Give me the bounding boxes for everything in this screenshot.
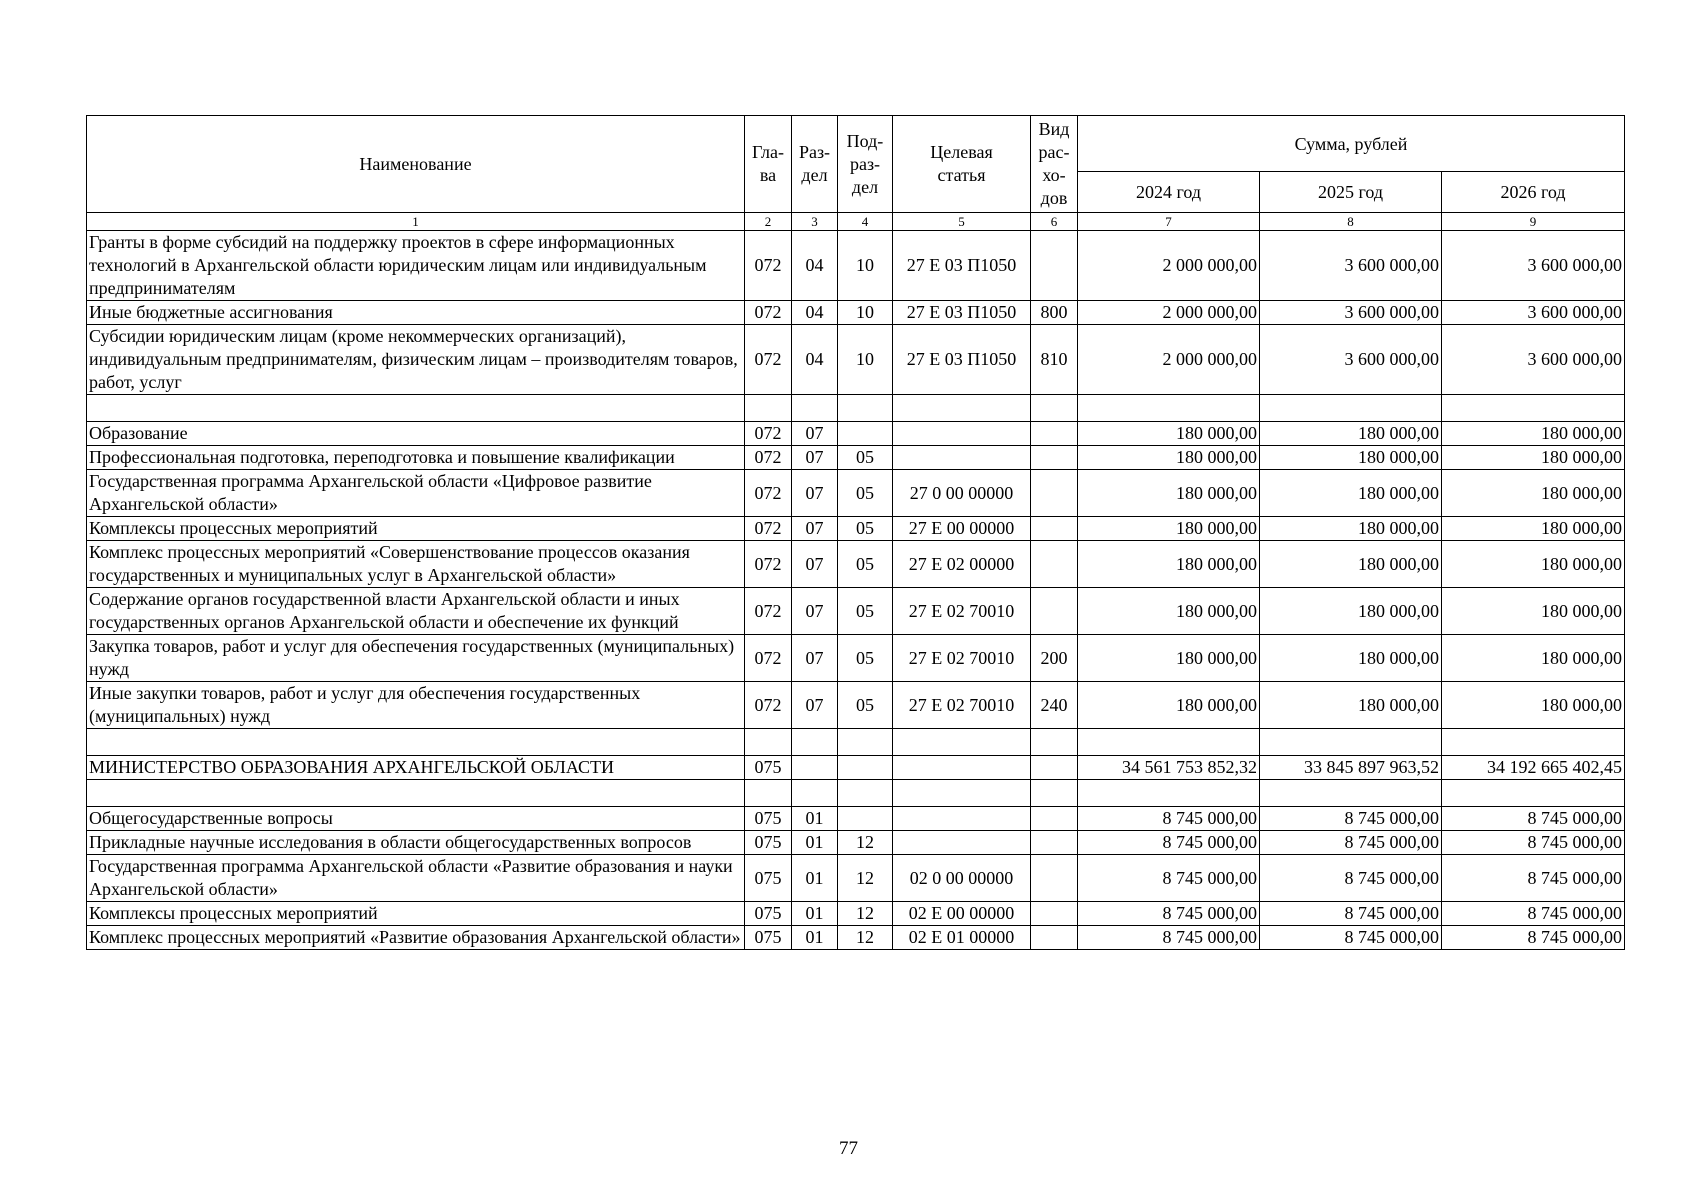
- row-sum-2025: 180 000,00: [1260, 635, 1442, 682]
- row-sum-2026: 8 745 000,00: [1442, 807, 1625, 831]
- table-body: [87, 231, 1625, 950]
- row-expense-type: [1031, 926, 1078, 950]
- row-name: Иные бюджетные ассигнования: [87, 301, 745, 325]
- column-number: 6: [1031, 213, 1078, 231]
- header-year-2024: 2024 год: [1078, 172, 1260, 213]
- row-sum-2026: [1442, 780, 1625, 807]
- row-sum-2026: 3 600 000,00: [1442, 301, 1625, 325]
- header-year-2025: 2025 год: [1260, 172, 1442, 213]
- table-row: [87, 325, 1625, 395]
- row-target-article: [893, 807, 1031, 831]
- row-sum-2025: 8 745 000,00: [1260, 831, 1442, 855]
- row-name: Содержание органов государственной власти Архангельской области и иных государственных органов Архангельской области и обеспечение их функций: [87, 588, 745, 635]
- row-sum-2026: 180 000,00: [1442, 588, 1625, 635]
- row-sum-2024: 180 000,00: [1078, 517, 1260, 541]
- table-row: [87, 831, 1625, 855]
- row-sum-2026: 180 000,00: [1442, 517, 1625, 541]
- row-chapter: [745, 729, 792, 756]
- column-number: 4: [838, 213, 893, 231]
- row-name: Иные закупки товаров, работ и услуг для обеспечения государственных (муниципальных) нужд: [87, 682, 745, 729]
- row-name: [87, 729, 745, 756]
- row-sum-2024: 2 000 000,00: [1078, 301, 1260, 325]
- row-expense-type: [1031, 729, 1078, 756]
- row-sum-2024: [1078, 395, 1260, 422]
- row-chapter: 072: [745, 517, 792, 541]
- row-sum-2025: 3 600 000,00: [1260, 301, 1442, 325]
- table-row: [87, 756, 1625, 780]
- row-name: МИНИСТЕРСТВО ОБРАЗОВАНИЯ АРХАНГЕЛЬСКОЙ ОБЛАСТИ: [87, 756, 745, 780]
- row-section: 01: [792, 926, 838, 950]
- row-target-article: [893, 831, 1031, 855]
- row-section: 07: [792, 588, 838, 635]
- empty-row: [87, 780, 1625, 807]
- row-section: 07: [792, 422, 838, 446]
- table-row: [87, 682, 1625, 729]
- row-name: Общегосударственные вопросы: [87, 807, 745, 831]
- table-row: [87, 231, 1625, 301]
- row-sum-2024: 180 000,00: [1078, 635, 1260, 682]
- table-row: [87, 635, 1625, 682]
- row-sum-2025: [1260, 780, 1442, 807]
- row-subsection: 10: [838, 231, 893, 301]
- row-subsection: 05: [838, 635, 893, 682]
- table-row: [87, 588, 1625, 635]
- row-sum-2026: 180 000,00: [1442, 635, 1625, 682]
- row-sum-2026: 34 192 665 402,45: [1442, 756, 1625, 780]
- row-expense-type: 800: [1031, 301, 1078, 325]
- row-subsection: 10: [838, 325, 893, 395]
- row-sum-2024: 180 000,00: [1078, 446, 1260, 470]
- row-section: [792, 395, 838, 422]
- column-numbers-row: [87, 213, 1625, 231]
- row-chapter: 072: [745, 422, 792, 446]
- row-chapter: 075: [745, 756, 792, 780]
- column-number: 3: [792, 213, 838, 231]
- row-subsection: 05: [838, 470, 893, 517]
- row-expense-type: [1031, 588, 1078, 635]
- table-row: [87, 422, 1625, 446]
- row-name: Гранты в форме субсидий на поддержку проектов в сфере информационных технологий в Архангельской области юридическим лицам или индивидуальным предпринимателям: [87, 231, 745, 301]
- row-sum-2024: 8 745 000,00: [1078, 926, 1260, 950]
- row-target-article: [893, 422, 1031, 446]
- row-subsection: 10: [838, 301, 893, 325]
- row-chapter: 072: [745, 588, 792, 635]
- row-section: 04: [792, 231, 838, 301]
- row-name: Государственная программа Архангельской области «Развитие образования и науки Архангельской области»: [87, 855, 745, 902]
- column-number: 8: [1260, 213, 1442, 231]
- row-subsection: [838, 756, 893, 780]
- row-section: 07: [792, 470, 838, 517]
- row-section: [792, 756, 838, 780]
- row-expense-type: [1031, 446, 1078, 470]
- row-sum-2026: 180 000,00: [1442, 541, 1625, 588]
- row-name: Профессиональная подготовка, переподготовка и повышение квалификации: [87, 446, 745, 470]
- row-subsection: 05: [838, 682, 893, 729]
- table-row: [87, 541, 1625, 588]
- row-target-article: 27 Е 00 00000: [893, 517, 1031, 541]
- row-sum-2024: 8 745 000,00: [1078, 902, 1260, 926]
- row-target-article: [893, 756, 1031, 780]
- row-target-article: 02 Е 01 00000: [893, 926, 1031, 950]
- row-chapter: 072: [745, 325, 792, 395]
- row-sum-2025: 180 000,00: [1260, 470, 1442, 517]
- row-sum-2026: 180 000,00: [1442, 422, 1625, 446]
- row-target-article: 02 0 00 00000: [893, 855, 1031, 902]
- row-sum-2025: 8 745 000,00: [1260, 855, 1442, 902]
- row-subsection: [838, 422, 893, 446]
- row-subsection: [838, 729, 893, 756]
- row-chapter: [745, 780, 792, 807]
- column-number: 5: [893, 213, 1031, 231]
- row-target-article: [893, 395, 1031, 422]
- row-sum-2025: 180 000,00: [1260, 517, 1442, 541]
- row-name: Закупка товаров, работ и услуг для обеспечения государственных (муниципальных) нужд: [87, 635, 745, 682]
- row-target-article: [893, 446, 1031, 470]
- row-section: 04: [792, 325, 838, 395]
- row-chapter: 072: [745, 635, 792, 682]
- row-section: 01: [792, 807, 838, 831]
- table-row: [87, 902, 1625, 926]
- table-row: [87, 470, 1625, 517]
- budget-table: [86, 115, 1625, 950]
- row-subsection: 12: [838, 902, 893, 926]
- row-sum-2025: 180 000,00: [1260, 682, 1442, 729]
- row-sum-2026: [1442, 729, 1625, 756]
- row-section: 07: [792, 446, 838, 470]
- row-chapter: 072: [745, 470, 792, 517]
- row-target-article: 27 Е 03 П1050: [893, 301, 1031, 325]
- row-expense-type: 810: [1031, 325, 1078, 395]
- row-name: Комплекс процессных мероприятий «Развитие образования Архангельской области»: [87, 926, 745, 950]
- row-section: 04: [792, 301, 838, 325]
- row-subsection: [838, 807, 893, 831]
- row-name: Прикладные научные исследования в области общегосударственных вопросов: [87, 831, 745, 855]
- row-sum-2025: 8 745 000,00: [1260, 926, 1442, 950]
- row-chapter: 072: [745, 682, 792, 729]
- row-sum-2025: 33 845 897 963,52: [1260, 756, 1442, 780]
- row-chapter: [745, 395, 792, 422]
- row-chapter: 072: [745, 446, 792, 470]
- row-sum-2025: 8 745 000,00: [1260, 807, 1442, 831]
- row-sum-2026: 180 000,00: [1442, 470, 1625, 517]
- row-chapter: 072: [745, 301, 792, 325]
- row-name: Образование: [87, 422, 745, 446]
- row-sum-2026: 180 000,00: [1442, 446, 1625, 470]
- row-target-article: 02 Е 00 00000: [893, 902, 1031, 926]
- row-sum-2025: 3 600 000,00: [1260, 325, 1442, 395]
- table-row: [87, 446, 1625, 470]
- row-chapter: 072: [745, 541, 792, 588]
- row-sum-2024: 8 745 000,00: [1078, 807, 1260, 831]
- row-expense-type: [1031, 780, 1078, 807]
- row-section: 01: [792, 855, 838, 902]
- header-expense-type: Вид рас- хо- дов: [1031, 116, 1078, 213]
- row-subsection: 05: [838, 517, 893, 541]
- header-year-2026: 2026 год: [1442, 172, 1625, 213]
- row-sum-2025: 180 000,00: [1260, 541, 1442, 588]
- row-sum-2024: [1078, 780, 1260, 807]
- row-subsection: [838, 780, 893, 807]
- row-sum-2024: 2 000 000,00: [1078, 231, 1260, 301]
- row-sum-2025: 180 000,00: [1260, 422, 1442, 446]
- row-name: Государственная программа Архангельской области «Цифровое развитие Архангельской области»: [87, 470, 745, 517]
- row-sum-2024: 2 000 000,00: [1078, 325, 1260, 395]
- row-section: 01: [792, 902, 838, 926]
- header-subsection: Под- раз- дел: [838, 116, 893, 213]
- row-sum-2026: 8 745 000,00: [1442, 855, 1625, 902]
- row-sum-2026: 8 745 000,00: [1442, 926, 1625, 950]
- row-expense-type: [1031, 756, 1078, 780]
- column-number: 2: [745, 213, 792, 231]
- row-expense-type: [1031, 855, 1078, 902]
- table-row: [87, 517, 1625, 541]
- row-target-article: 27 Е 02 70010: [893, 635, 1031, 682]
- page-number: 77: [839, 1138, 858, 1159]
- header-chapter: Гла- ва: [745, 116, 792, 213]
- row-sum-2024: 8 745 000,00: [1078, 855, 1260, 902]
- row-expense-type: [1031, 831, 1078, 855]
- header-target-article: Целевая статья: [893, 116, 1031, 213]
- row-expense-type: [1031, 902, 1078, 926]
- row-name: Комплексы процессных мероприятий: [87, 517, 745, 541]
- row-expense-type: [1031, 541, 1078, 588]
- empty-row: [87, 729, 1625, 756]
- row-sum-2026: 3 600 000,00: [1442, 231, 1625, 301]
- row-sum-2025: 3 600 000,00: [1260, 231, 1442, 301]
- row-target-article: 27 Е 02 00000: [893, 541, 1031, 588]
- row-sum-2026: 8 745 000,00: [1442, 902, 1625, 926]
- column-number: 9: [1442, 213, 1625, 231]
- row-target-article: 27 Е 02 70010: [893, 682, 1031, 729]
- row-expense-type: 240: [1031, 682, 1078, 729]
- row-target-article: [893, 780, 1031, 807]
- header-sum: Сумма, рублей: [1078, 116, 1625, 172]
- row-sum-2024: 180 000,00: [1078, 422, 1260, 446]
- row-subsection: 12: [838, 831, 893, 855]
- row-sum-2026: [1442, 395, 1625, 422]
- row-sum-2024: 34 561 753 852,32: [1078, 756, 1260, 780]
- row-sum-2025: 8 745 000,00: [1260, 902, 1442, 926]
- table-row: [87, 807, 1625, 831]
- row-sum-2026: 180 000,00: [1442, 682, 1625, 729]
- row-target-article: [893, 729, 1031, 756]
- row-chapter: 075: [745, 902, 792, 926]
- row-section: 07: [792, 541, 838, 588]
- row-section: 01: [792, 831, 838, 855]
- row-name: Комплексы процессных мероприятий: [87, 902, 745, 926]
- row-sum-2024: 180 000,00: [1078, 588, 1260, 635]
- row-chapter: 075: [745, 855, 792, 902]
- header-name: Наименование: [87, 116, 745, 213]
- row-expense-type: [1031, 807, 1078, 831]
- row-expense-type: [1031, 470, 1078, 517]
- row-expense-type: 200: [1031, 635, 1078, 682]
- row-sum-2026: 3 600 000,00: [1442, 325, 1625, 395]
- row-subsection: 05: [838, 541, 893, 588]
- row-target-article: 27 Е 03 П1050: [893, 231, 1031, 301]
- row-name: Субсидии юридическим лицам (кроме некоммерческих организаций), индивидуальным предпринимателям, физическим лицам – производителям товаров, работ, услуг: [87, 325, 745, 395]
- header-section: Раз- дел: [792, 116, 838, 213]
- row-sum-2025: 180 000,00: [1260, 588, 1442, 635]
- row-section: 07: [792, 517, 838, 541]
- column-number: 7: [1078, 213, 1260, 231]
- row-sum-2024: 180 000,00: [1078, 470, 1260, 517]
- row-section: 07: [792, 682, 838, 729]
- row-chapter: 075: [745, 831, 792, 855]
- row-target-article: 27 Е 03 П1050: [893, 325, 1031, 395]
- row-sum-2025: 180 000,00: [1260, 446, 1442, 470]
- row-sum-2024: 8 745 000,00: [1078, 831, 1260, 855]
- table-row: [87, 855, 1625, 902]
- row-expense-type: [1031, 395, 1078, 422]
- row-sum-2025: [1260, 395, 1442, 422]
- row-sum-2024: [1078, 729, 1260, 756]
- row-subsection: 12: [838, 926, 893, 950]
- row-chapter: 075: [745, 926, 792, 950]
- row-sum-2024: 180 000,00: [1078, 541, 1260, 588]
- row-sum-2026: 8 745 000,00: [1442, 831, 1625, 855]
- row-name: Комплекс процессных мероприятий «Совершенствование процессов оказания государственных и муниципальных услуг в Архангельской области»: [87, 541, 745, 588]
- row-target-article: 27 0 00 00000: [893, 470, 1031, 517]
- row-sum-2025: [1260, 729, 1442, 756]
- row-subsection: 05: [838, 588, 893, 635]
- row-expense-type: [1031, 231, 1078, 301]
- row-chapter: 075: [745, 807, 792, 831]
- row-subsection: [838, 395, 893, 422]
- row-section: [792, 729, 838, 756]
- row-subsection: 05: [838, 446, 893, 470]
- row-section: [792, 780, 838, 807]
- row-target-article: 27 Е 02 70010: [893, 588, 1031, 635]
- empty-row: [87, 395, 1625, 422]
- row-section: 07: [792, 635, 838, 682]
- column-number: 1: [87, 213, 745, 231]
- row-chapter: 072: [745, 231, 792, 301]
- row-expense-type: [1031, 422, 1078, 446]
- table-row: [87, 926, 1625, 950]
- row-expense-type: [1031, 517, 1078, 541]
- row-name: [87, 395, 745, 422]
- row-sum-2024: 180 000,00: [1078, 682, 1260, 729]
- row-name: [87, 780, 745, 807]
- table-row: [87, 301, 1625, 325]
- row-subsection: 12: [838, 855, 893, 902]
